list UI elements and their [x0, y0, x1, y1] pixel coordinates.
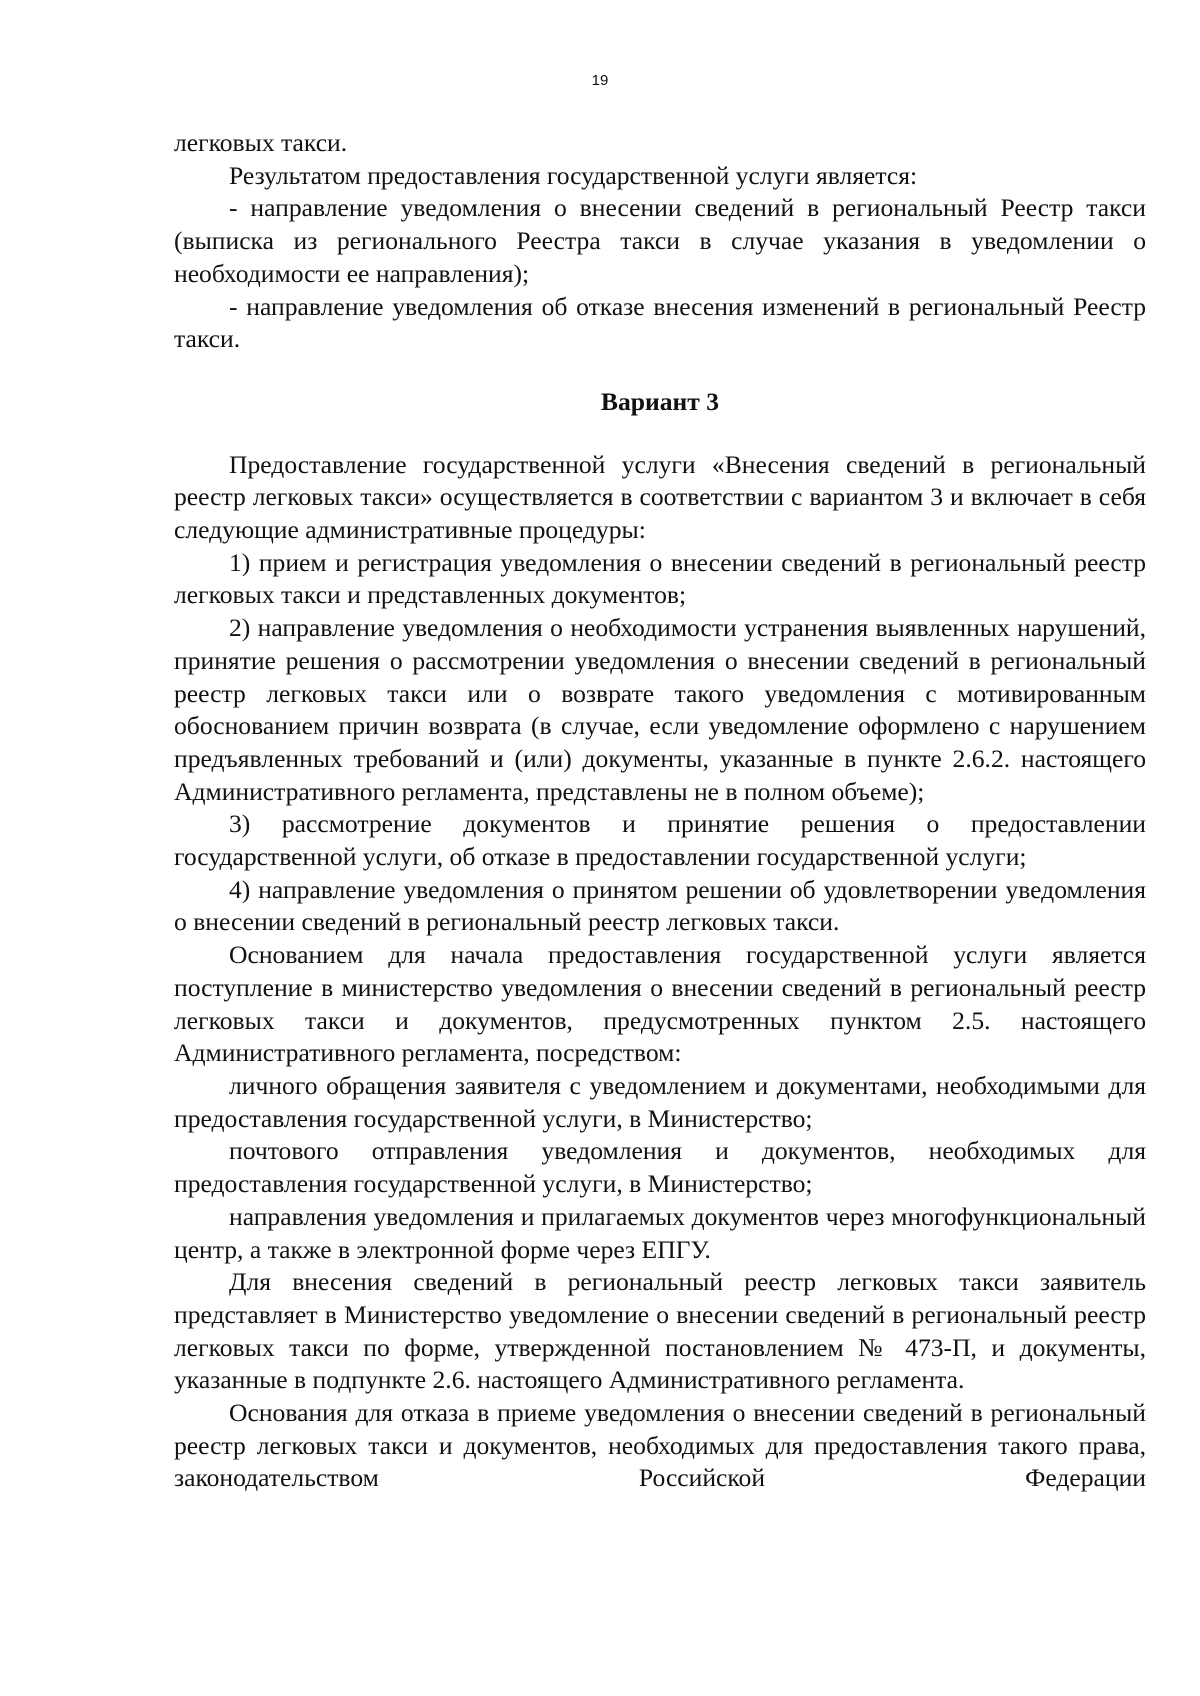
paragraph: Предоставление государственной услуги «Внесения сведений в региональный реестр легковых такси» осуществляется в соответствии с вариантом 3 и включает в себя следующие административные процедуры:	[174, 449, 1146, 545]
paragraph: - направление уведомления о внесении сведений в региональный Реестр такси (выписка из регионального Реестра такси в случае указания в уведомлении о необходимости ее направления);	[174, 193, 1146, 288]
paragraph: Результатом предоставления государственной услуги является:	[229, 160, 918, 190]
paragraph: направления уведомления и прилагаемых документов через многофункциональный центр, а также в электронной форме через ЕПГУ.	[174, 1201, 1146, 1264]
section-heading: Вариант 3	[600, 386, 720, 416]
paragraph: легковых такси.	[174, 128, 348, 157]
paragraph: - направление уведомления об отказе внесения изменений в региональный Реестр такси.	[174, 291, 1146, 354]
paragraph: 2) направление уведомления о необходимости устранения выявленных нарушений, принятие решения о рассмотрении уведомления о внесении сведений в региональный реестр легковых такси или о возврате такого уведомления с мотивированным обоснованием причин возврата (в случае, если уведомление оформлено с нарушением предъявленных требований и (или) документы, указанные в пункте 2.6.2. настоящего Административного регламента, представлены не в полном объеме);	[174, 613, 1146, 806]
paragraph: 4) направление уведомления о принятом решении об удовлетворении уведомления о внесении сведений в региональный реестр легковых такси.	[174, 874, 1146, 937]
paragraph: личного обращения заявителя с уведомлением и документами, необходимыми для предоставления государственной услуги, в Министерство;	[174, 1070, 1146, 1133]
paragraph: почтового отправления уведомления и документов, необходимых для предоставления государственной услуги, в Министерство;	[174, 1136, 1146, 1199]
paragraph: Для внесения сведений в региональный реестр легковых такси заявитель представляет в Министерство уведомление о внесении сведений в региональный реестр легковых такси по форме, утвержденной постановлением № 473-П, и документы, указанные в подпункте 2.6. настоящего Административного регламента.	[174, 1267, 1146, 1395]
paragraph: 1) прием и регистрация уведомления о внесении сведений в региональный реестр легковых такси и представленных документов;	[174, 547, 1146, 610]
document-body	[174, 127, 1146, 1495]
page-number: 19	[591, 72, 609, 89]
paragraph: Основанием для начала предоставления государственной услуги является поступление в министерство уведомления о внесении сведений в региональный реестр легковых такси и документов, предусмотренных пунктом 2.5. настоящего Административного регламента, посредством:	[174, 940, 1146, 1068]
paragraph: Основания для отказа в приеме уведомления о внесении сведений в региональный реестр легковых такси и документов, необходимых для предоставления такого права, законодательством Российской Федерации	[174, 1398, 1146, 1493]
paragraph: 3) рассмотрение документов и принятие решения о предоставлении государственной услуги, об отказе в предоставлении государственной услуги;	[174, 809, 1146, 872]
